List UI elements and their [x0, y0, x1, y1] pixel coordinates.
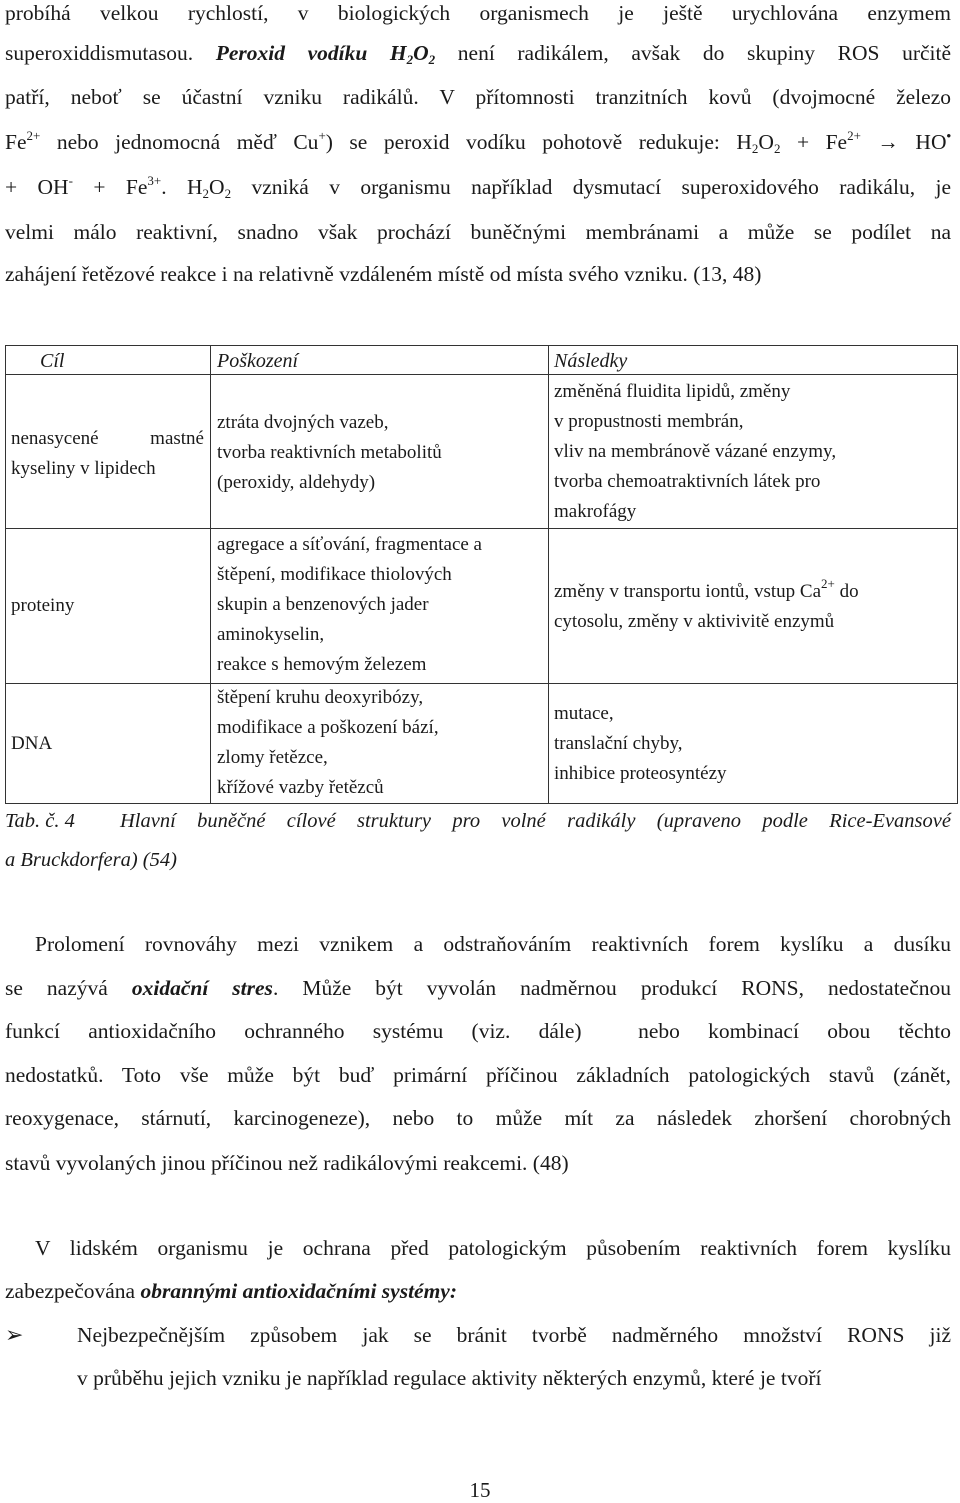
cell-line: křížové vazby řetězců — [217, 777, 384, 798]
paragraph-3-line-2 — [5, 1278, 951, 1304]
text: + Fe — [796, 130, 848, 154]
subscript: 2 — [224, 186, 232, 201]
text: O — [413, 41, 429, 65]
subscript: 2 — [751, 141, 759, 156]
header-consequences: Následky — [554, 350, 628, 372]
cell-line: tvorba reaktivních metabolitů — [217, 442, 442, 463]
text: O — [758, 130, 774, 154]
cell-line: tvorba chemoatraktivních látek pro — [554, 471, 821, 492]
paragraph-2-line-4 — [5, 1062, 951, 1088]
cell-line: ztráta dvojných vazeb, — [217, 412, 389, 433]
paragraph-2-line-2 — [5, 975, 951, 1001]
radical-dot: • — [946, 128, 952, 143]
cell-line: zlomy řetězce, — [217, 747, 328, 768]
text: nedostatků. Toto vše může být buď primární příčinou základních patologických stavů (zánět, — [5, 1063, 951, 1087]
table-cell-target — [11, 591, 74, 621]
cell-line: cytosolu, změny v aktivivitě enzymů — [554, 611, 835, 632]
header-damage: Poškození — [217, 350, 299, 372]
superscript: + — [318, 128, 326, 143]
text: zahájení řetězové reakce i na relativně vzdáleném místě od místa svého vzniku. (13, 48) — [5, 262, 762, 286]
paragraph-1-line-4 — [5, 129, 951, 155]
cell-line: translační chyby, — [554, 733, 683, 754]
text: do — [839, 581, 859, 602]
cell-line: kyseliny v lipidech — [11, 458, 156, 479]
caption-text: Hlavní buněčné cílové struktury pro volné radikály (upraveno podle Rice-Evansové — [120, 810, 951, 832]
text: probíhá velkou rychlostí, v biologických organismech je ještě urychlována enzymem — [5, 1, 951, 25]
text: velmi málo reaktivní, snadno však prochází buněčnými membránami a může se podílet na — [5, 220, 951, 244]
text: superoxiddismutasou. — [5, 41, 194, 65]
cell-line: změněná fluidita lipidů, změny — [554, 381, 791, 402]
subscript: 2 — [406, 52, 414, 67]
table-cell-target — [11, 424, 204, 484]
paragraph-2-line-3 — [5, 1018, 951, 1044]
paragraph-2-line-5 — [5, 1105, 951, 1131]
subscript: 2 — [428, 52, 436, 67]
text: zabezpečována — [5, 1279, 136, 1303]
text: nebo jednomocná měď Cu — [56, 130, 319, 154]
text: + OH — [5, 175, 69, 199]
column-divider — [548, 346, 549, 803]
subscript: 2 — [773, 141, 781, 156]
text: HO — [915, 130, 947, 154]
table-cell-consequences — [554, 699, 727, 789]
subscript: 2 — [202, 186, 210, 201]
damage-table — [5, 345, 958, 804]
table-cell-target — [11, 729, 52, 759]
text: v průběhu jejich vzniku je například regulace aktivity některých enzymů, které je tvoří — [77, 1366, 822, 1390]
cell-line: štěpení kruhu deoxyribózy, — [217, 687, 424, 708]
cell-line: inhibice proteosyntézy — [554, 763, 727, 784]
reaction-arrow-icon: → — [877, 130, 899, 154]
text: Prolomení rovnováhy mezi vznikem a odstraňováním reaktivních forem kyslíku a dusíku — [35, 932, 951, 956]
cell-line: v propustnosti membrán, — [554, 411, 744, 432]
list-item-line-2 — [77, 1365, 951, 1391]
cell-line: nenasycené mastné — [11, 428, 204, 449]
text: vzniká v organismu například dysmutací superoxidového radikálu, je — [251, 175, 951, 199]
bullet-arrow-icon: ➢ — [5, 1322, 24, 1347]
cell-line: aminokyselin, — [217, 624, 325, 645]
cell-line: DNA — [11, 733, 53, 754]
text: . Může být vyvolán nadměrnou produkcí RONS, nedostatečnou — [272, 976, 952, 1000]
superscript: - — [68, 173, 73, 188]
superscript: 2+ — [26, 128, 41, 143]
cell-line: reakce s hemovým železem — [217, 654, 427, 675]
text: Nejbezpečnějším způsobem jak se bránit tvorbě nadměrného množství RONS již — [77, 1323, 951, 1347]
emphasis-term: obrannými antioxidačními systémy: — [140, 1279, 458, 1303]
cell-line: skupin a benzenových jader — [217, 594, 429, 615]
cell-line: agregace a síťování, fragmentace a — [217, 534, 482, 555]
paragraph-1-line-1 — [5, 0, 951, 26]
paragraph-1-line-6 — [5, 219, 951, 245]
header-divider — [6, 374, 957, 375]
table-cell-consequences — [554, 577, 859, 637]
cell-line: modifikace a poškození bází, — [217, 717, 439, 738]
text: změny v transportu iontů, vstup Ca — [554, 581, 822, 602]
cell-line: (peroxidy, aldehydy) — [217, 472, 376, 493]
text: Fe — [5, 130, 27, 154]
superscript: 2+ — [847, 128, 861, 143]
list-item-line-1 — [77, 1322, 951, 1348]
text: funkcí antioxidačního ochranného systému (viz. dále) nebo kombinací obou těchto — [5, 1019, 951, 1043]
text: O — [209, 175, 225, 199]
text: V lidském organismu je ochrana před patologickým působením reaktivních forem kyslíku — [35, 1236, 951, 1260]
text: se nazývá — [5, 976, 108, 1000]
caption-label: Tab. č. 4 — [5, 810, 75, 832]
table-cell-damage — [217, 530, 482, 680]
caption-text: a Bruckdorfera) (54) — [5, 849, 177, 871]
column-divider — [210, 346, 211, 803]
emphasis-term: oxidační stres — [131, 976, 273, 1000]
row-divider — [6, 528, 957, 529]
cell-line — [554, 577, 859, 607]
text: stavů vyvolaných jinou příčinou než radikálovými reakcemi. (48) — [5, 1151, 569, 1175]
cell-line: štěpení, modifikace thiolových — [217, 564, 452, 585]
text: není radikálem, avšak do skupiny ROS určitě — [457, 41, 952, 65]
paragraph-1-line-2 — [5, 40, 951, 66]
page-number: 15 — [469, 1478, 491, 1502]
table-cell-consequences — [554, 377, 836, 527]
text: . H — [161, 175, 203, 199]
header-target: Cíl — [40, 350, 65, 372]
paragraph-3-line-1 — [35, 1235, 951, 1261]
cell-line: vliv na membránově vázané enzymy, — [554, 441, 837, 462]
table-caption-line-1 — [5, 808, 951, 834]
cell-line: makrofágy — [554, 501, 637, 522]
paragraph-1-line-5 — [5, 174, 951, 200]
cell-line: proteiny — [11, 595, 75, 616]
paragraph-2-line-6 — [5, 1150, 951, 1176]
cell-line: mutace, — [554, 703, 614, 724]
paragraph-1-line-7 — [5, 261, 951, 287]
paragraph-1-line-3 — [5, 84, 951, 110]
table-caption-line-2 — [5, 847, 951, 873]
paragraph-2-line-1 — [35, 931, 951, 957]
row-divider — [6, 683, 957, 684]
text: reoxygenace, stárnutí, karcinogeneze), nebo to může mít za následek zhoršení chorobných — [5, 1106, 951, 1130]
table-cell-damage — [217, 683, 439, 803]
text: Peroxid vodíku H — [215, 41, 407, 65]
text: + Fe — [93, 175, 148, 199]
text: patří, neboť se účastní vzniku radikálů. V přítomnosti tranzitních kovů (dvojmocné železo — [5, 85, 951, 109]
superscript: 3+ — [147, 173, 162, 188]
superscript: 2+ — [821, 576, 835, 591]
table-cell-damage — [217, 408, 442, 498]
text: ) se peroxid vodíku pohotově redukuje: H — [325, 130, 752, 154]
